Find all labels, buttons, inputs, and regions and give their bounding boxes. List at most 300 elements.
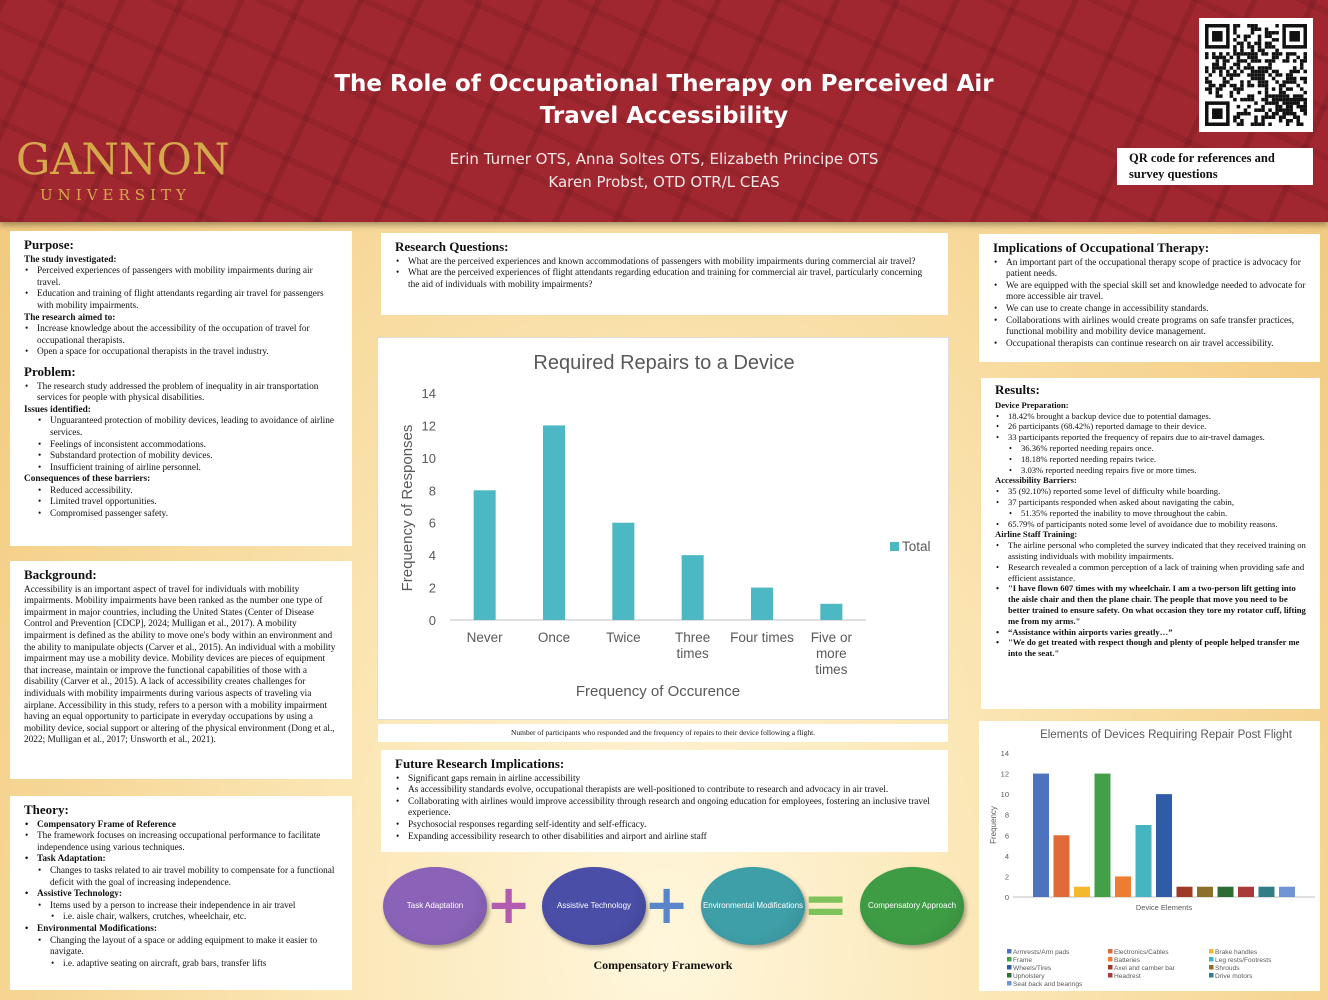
- bar: [1074, 887, 1090, 897]
- qr-module: [1286, 108, 1290, 112]
- list-item: • What are the perceived experiences and known accommodations of passengers with mobility impairments during commercial air travel?: [395, 257, 934, 269]
- qr-module: [1219, 73, 1223, 77]
- legend-label: Drive motors: [1215, 973, 1253, 980]
- legend-swatch: [1007, 973, 1012, 978]
- qr-module: [1275, 94, 1279, 98]
- qr-module: [1237, 91, 1241, 95]
- qr-module: [1254, 73, 1258, 77]
- list-item: • 18.18% reported needing repairs twice.: [995, 454, 1306, 465]
- list-item: • i.e. adaptive seating on aircraft, grab bars, transfer lifts: [24, 959, 338, 971]
- qr-module: [1251, 45, 1255, 49]
- qr-module: [1289, 101, 1293, 105]
- qr-module: [1209, 73, 1213, 77]
- qr-module: [1254, 108, 1258, 112]
- qr-module: [1289, 73, 1293, 77]
- qr-module: [1244, 38, 1248, 42]
- qr-module: [1205, 56, 1209, 60]
- x-tick-label-line: Twice: [606, 630, 641, 645]
- theory-heading: Theory:: [24, 802, 69, 817]
- qr-module: [1282, 101, 1286, 105]
- qr-module: [1254, 56, 1258, 60]
- qr-module: [1275, 24, 1279, 28]
- legend-swatch: [1108, 965, 1113, 970]
- qr-module: [1219, 84, 1223, 88]
- qr-module: [1265, 112, 1269, 116]
- qr-module: [1300, 87, 1304, 91]
- qr-module: [1265, 59, 1269, 63]
- background-text: Accessibility is an important aspect of travel for individuals with mobility impairments. Mobility impairments have been ranked as the number one type of impairment in major countries, including the United States (Center of Disease Control and Prevention [CDCP], 2024; Mulligan et al., 2017). A mobility impairment is defined as the ability to move one's body within an environment and the ability to manipulate objects (Carver et al., 2015). An individual with a mobility impairment may use a mobility device. Mobility devices are pieces of equipment that increase, maintain or improve the functional capabilities of those with a disability (Carver et al., 2015). A lack of accessibility creates challenges for individuals with mobility impairments during various aspects of traveling via airplane. Accessibility in this study, refers to a person with a mobility impairment having an equal opportunity to participate in everyday occupations by using a mobility device, social support or altering of the physical environment (Dong et al., 2022; Mulligan et al., 2017; Unsworth et al., 2021).: [24, 584, 336, 746]
- qr-module: [1258, 38, 1262, 42]
- qr-module: [1219, 56, 1223, 60]
- qr-module: [1247, 63, 1251, 67]
- qr-module: [1272, 70, 1276, 74]
- qr-module: [1296, 105, 1300, 109]
- qr-module: [1268, 63, 1272, 67]
- qr-module: [1212, 56, 1216, 60]
- qr-module: [1258, 70, 1262, 74]
- qr-module: [1233, 63, 1237, 67]
- bar: [751, 588, 773, 620]
- x-axis-label: Device Elements: [1135, 903, 1193, 912]
- legend-swatch: [1209, 949, 1214, 954]
- qr-module: [1247, 66, 1251, 70]
- qr-code-icon[interactable]: [1199, 18, 1313, 132]
- list-item: • The airline personal who completed the survey indicated that they received training on assisting individuals with mobility impairments.: [995, 540, 1306, 562]
- qr-module: [1240, 112, 1244, 116]
- qr-module: [1261, 49, 1265, 53]
- list-item: • 26 participants (68.42%) reported damage to their device.: [995, 421, 1306, 432]
- y-tick-label: 0: [428, 613, 436, 628]
- qr-finder-core: [1212, 31, 1223, 42]
- qr-module: [1265, 80, 1269, 84]
- qr-module: [1300, 66, 1304, 70]
- qr-module: [1258, 66, 1262, 70]
- list-item: • Expanding accessibility research to other disabilities and airport and airline staff: [395, 832, 934, 844]
- qr-module: [1303, 108, 1307, 112]
- qr-module: [1237, 122, 1241, 126]
- qr-module: [1205, 87, 1209, 91]
- legend-swatch: [890, 542, 899, 551]
- qr-module: [1300, 122, 1304, 126]
- bar: [1156, 794, 1172, 897]
- qr-module: [1293, 115, 1297, 119]
- list-item: • i.e. aisle chair, walkers, crutches, wheelchair, etc.: [24, 912, 338, 924]
- list-item: • 3.03% reported needing repairs five or more times.: [995, 465, 1306, 476]
- qr-module: [1251, 24, 1255, 28]
- qr-module: [1247, 84, 1251, 88]
- qr-module: [1279, 73, 1283, 77]
- qr-module: [1296, 98, 1300, 102]
- qr-module: [1230, 77, 1234, 81]
- qr-module: [1272, 112, 1276, 116]
- qr-module: [1254, 24, 1258, 28]
- qr-module: [1279, 94, 1283, 98]
- qr-module: [1247, 112, 1251, 116]
- purpose-list-1: [24, 266, 338, 312]
- qr-module: [1212, 52, 1216, 56]
- qr-module: [1261, 122, 1265, 126]
- qr-module: [1279, 105, 1283, 109]
- qr-module: [1300, 59, 1304, 63]
- qr-module: [1268, 101, 1272, 105]
- qr-module: [1272, 77, 1276, 81]
- bar: [1197, 887, 1213, 897]
- framework-caption: Compensatory Framework: [593, 958, 733, 972]
- bar: [1136, 825, 1152, 897]
- qr-module: [1244, 35, 1248, 39]
- qr-module: [1272, 101, 1276, 105]
- qr-module: [1275, 70, 1279, 74]
- compensatory-framework-diagram: [378, 860, 957, 980]
- qr-module: [1300, 108, 1304, 112]
- qr-module: [1279, 108, 1283, 112]
- qr-module: [1286, 119, 1290, 123]
- qr-module: [1275, 49, 1279, 53]
- qr-module: [1289, 119, 1293, 123]
- bar: [1238, 887, 1254, 897]
- qr-module: [1279, 98, 1283, 102]
- qr-module: [1275, 73, 1279, 77]
- qr-module: [1237, 115, 1241, 119]
- qr-module: [1212, 70, 1216, 74]
- list-item: • Education and training of flight attendants regarding air travel for passengers with mobility impairments.: [24, 289, 338, 312]
- list-item: • Open a space for occupational therapists in the travel industry.: [24, 347, 338, 359]
- qr-module: [1268, 73, 1272, 77]
- qr-module: [1286, 73, 1290, 77]
- list-item: • As accessibility standards evolve, occupational therapists are well-positioned to contribute to research and advocacy in air travel.: [395, 785, 934, 797]
- qr-module: [1289, 105, 1293, 109]
- bar: [543, 425, 565, 620]
- qr-module: [1265, 42, 1269, 46]
- list-item: • Unguaranteed protection of mobility devices, leading to avoidance of airline services.: [24, 416, 338, 439]
- qr-module: [1251, 73, 1255, 77]
- y-tick-label: 2: [428, 580, 436, 596]
- qr-module: [1268, 42, 1272, 46]
- results-subheading: Device Preparation:: [995, 399, 1069, 410]
- legend-swatch: [1007, 949, 1012, 954]
- qr-module: [1247, 52, 1251, 56]
- qr-module: [1219, 66, 1223, 70]
- qr-module: [1212, 66, 1216, 70]
- qr-module: [1261, 115, 1265, 119]
- y-tick-label: 12: [421, 418, 436, 434]
- research-questions-list: [395, 257, 934, 292]
- legend-swatch: [1209, 957, 1214, 962]
- bar: [474, 490, 496, 620]
- qr-module: [1303, 105, 1307, 109]
- qr-module: [1254, 122, 1258, 126]
- qr-module: [1258, 28, 1262, 32]
- qr-module: [1296, 70, 1300, 74]
- qr-module: [1258, 122, 1262, 126]
- list-item: • Changing the layout of a space or adding equipment to make it easier to navigate.: [24, 936, 338, 959]
- legend-label: Upholstery: [1013, 973, 1045, 980]
- qr-module: [1251, 98, 1255, 102]
- qr-module: [1296, 56, 1300, 60]
- qr-module: [1303, 101, 1307, 105]
- qr-module: [1289, 80, 1293, 84]
- legend-swatch: [1209, 973, 1214, 978]
- qr-module: [1289, 112, 1293, 116]
- plus-icon: +: [644, 873, 690, 936]
- framework-compensatory-approach: Compensatory Approach: [860, 867, 964, 945]
- purpose-heading: Purpose:: [24, 237, 74, 252]
- qr-module: [1223, 77, 1227, 81]
- qr-module: [1286, 122, 1290, 126]
- legend-swatch: [1007, 957, 1012, 962]
- legend-swatch: [1108, 949, 1113, 954]
- authors-line-2: Karen Probst, OTD OTR/L CEAS: [548, 173, 780, 191]
- qr-finder-core: [1212, 108, 1223, 119]
- qr-module: [1251, 49, 1255, 53]
- qr-module: [1226, 59, 1230, 63]
- results-heading: Results:: [995, 382, 1040, 397]
- x-tick-label-line: more: [815, 646, 847, 661]
- legend-label: Seat back and bearings: [1013, 981, 1083, 988]
- qr-module: [1261, 98, 1265, 102]
- qr-module: [1209, 87, 1213, 91]
- legend-label: Shrouds: [1215, 965, 1240, 972]
- qr-module: [1230, 94, 1234, 98]
- qr-module: [1244, 98, 1248, 102]
- purpose-list-2: [24, 324, 338, 359]
- qr-module: [1275, 101, 1279, 105]
- y-tick-label: 12: [1000, 769, 1009, 779]
- qr-module: [1230, 73, 1234, 77]
- list-item: • Assistive Technology:: [24, 889, 338, 901]
- qr-module: [1293, 59, 1297, 63]
- qr-module: [1247, 35, 1251, 39]
- problem-list-1: [24, 416, 338, 474]
- list-item: • 18.42% brought a backup device due to potential damages.: [995, 411, 1306, 422]
- qr-module: [1293, 94, 1297, 98]
- qr-module: [1209, 80, 1213, 84]
- theory-panel: [10, 796, 352, 990]
- qr-module: [1286, 112, 1290, 116]
- qr-module: [1223, 80, 1227, 84]
- qr-module: [1251, 52, 1255, 56]
- qr-module: [1296, 84, 1300, 88]
- x-tick-label-line: times: [815, 662, 848, 677]
- qr-module: [1223, 63, 1227, 67]
- legend-swatch: [1007, 965, 1012, 970]
- research-questions-panel: [381, 233, 948, 315]
- research-questions-heading: Research Questions:: [395, 239, 509, 254]
- qr-module: [1293, 80, 1297, 84]
- qr-module: [1261, 66, 1265, 70]
- qr-module: [1286, 59, 1290, 63]
- qr-module: [1289, 70, 1293, 74]
- repairs-chart: [377, 337, 949, 720]
- qr-module: [1237, 35, 1241, 39]
- qr-module: [1300, 105, 1304, 109]
- qr-module: [1303, 70, 1307, 74]
- qr-module: [1251, 59, 1255, 63]
- qr-module: [1258, 59, 1262, 63]
- qr-module: [1216, 59, 1220, 63]
- qr-module: [1268, 45, 1272, 49]
- list-item: • Changes to tasks related to air travel mobility to compensate for a functional deficit with the goal of increasing independence.: [24, 866, 338, 889]
- legend-label: Batteries: [1114, 957, 1141, 964]
- qr-module: [1240, 45, 1244, 49]
- qr-module: [1279, 87, 1283, 91]
- qr-module: [1237, 24, 1241, 28]
- list-item: • 65.79% of participants noted some level of avoidance due to mobility reasons.: [995, 519, 1306, 530]
- qr-module: [1303, 59, 1307, 63]
- qr-module: [1303, 52, 1307, 56]
- list-item: • The research study addressed the problem of inequality in air transportation services for people with physical disabilities.: [24, 382, 338, 405]
- qr-module: [1237, 63, 1241, 67]
- qr-module: [1237, 87, 1241, 91]
- qr-module: [1251, 56, 1255, 60]
- results-subheading: Airline Staff Training:: [995, 529, 1078, 540]
- qr-module: [1254, 101, 1258, 105]
- x-tick-label: [538, 630, 570, 645]
- purpose-sub1: The study investigated:: [24, 254, 117, 265]
- list-item: • "We do get treated with respect though and plenty of people helped transfer me into the seat.": [995, 637, 1306, 659]
- qr-module: [1303, 91, 1307, 95]
- list-item: • Compensatory Frame of Reference: [24, 820, 338, 832]
- qr-module: [1282, 112, 1286, 116]
- chart-caption: Number of participants who responded and the frequency of repairs to their device following a flight.: [378, 724, 948, 742]
- x-tick-label-line: Never: [466, 630, 503, 645]
- qr-module: [1237, 73, 1241, 77]
- qr-module: [1268, 35, 1272, 39]
- qr-module: [1254, 59, 1258, 63]
- qr-module: [1251, 94, 1255, 98]
- qr-module: [1258, 45, 1262, 49]
- qr-module: [1237, 105, 1241, 109]
- qr-module: [1272, 94, 1276, 98]
- qr-module: [1303, 80, 1307, 84]
- background-heading: Background:: [24, 567, 97, 582]
- qr-module: [1230, 66, 1234, 70]
- qr-module: [1212, 84, 1216, 88]
- y-tick-label: 6: [1004, 831, 1009, 841]
- qr-module: [1265, 70, 1269, 74]
- qr-finder-core: [1289, 31, 1300, 42]
- purpose-sub2: The research aimed to:: [24, 312, 116, 323]
- qr-module: [1275, 112, 1279, 116]
- legend-label: Electronics/Cables: [1114, 949, 1169, 956]
- authors-line-1: Erin Turner OTS, Anna Soltes OTS, Elizabeth Principe OTS: [449, 150, 879, 168]
- qr-module: [1237, 59, 1241, 63]
- qr-module: [1265, 98, 1269, 102]
- qr-module: [1293, 98, 1297, 102]
- qr-module: [1282, 108, 1286, 112]
- qr-module: [1258, 80, 1262, 84]
- x-tick-label: [675, 630, 710, 661]
- qr-module: [1244, 108, 1248, 112]
- qr-module: [1261, 70, 1265, 74]
- qr-module: [1265, 31, 1269, 35]
- qr-module: [1205, 70, 1209, 74]
- implications-list: [993, 258, 1306, 351]
- qr-module: [1223, 66, 1227, 70]
- qr-module: [1226, 80, 1230, 84]
- qr-module: [1265, 91, 1269, 95]
- y-tick-label: 4: [1004, 851, 1009, 861]
- qr-module: [1265, 52, 1269, 56]
- qr-module: [1205, 80, 1209, 84]
- qr-module: [1251, 77, 1255, 81]
- qr-module: [1205, 77, 1209, 81]
- university-logo: GANNON: [16, 135, 230, 185]
- qr-module: [1219, 70, 1223, 74]
- qr-module: [1233, 73, 1237, 77]
- list-item: • "I have flown 607 times with my wheelchair. I am a two-person lift getting into the aisle chair and then the plane chair. The people that move you need to be better trained to ensure safety. On what occasion they tore my rotator cuff, lifting me from my arms.": [995, 583, 1306, 626]
- qr-module: [1293, 70, 1297, 74]
- qr-module: [1247, 56, 1251, 60]
- problem-heading: Problem:: [24, 363, 76, 379]
- qr-module: [1233, 45, 1237, 49]
- qr-module: [1240, 49, 1244, 53]
- framework-task-adaptation: Task Adaptation: [383, 867, 487, 945]
- qr-module: [1265, 35, 1269, 39]
- qr-module: [1300, 98, 1304, 102]
- bar: [682, 555, 704, 620]
- qr-module: [1226, 73, 1230, 77]
- qr-module: [1237, 56, 1241, 60]
- list-item: • The framework focuses on increasing occupational performance to facilitate independence using various techniques.: [24, 831, 338, 854]
- qr-module: [1268, 108, 1272, 112]
- qr-module: [1296, 101, 1300, 105]
- qr-module: [1233, 119, 1237, 123]
- y-tick-label: 14: [421, 386, 436, 401]
- list-item: • What are the perceived experiences of flight attendants regarding education and training for commercial air travel, particularly concerning the aid of individuals with mobility impairments?: [395, 268, 934, 291]
- qr-module: [1300, 77, 1304, 81]
- qr-module: [1272, 31, 1276, 35]
- qr-module: [1251, 31, 1255, 35]
- qr-module: [1286, 52, 1290, 56]
- qr-module: [1254, 77, 1258, 81]
- problem-list-2: [24, 486, 338, 521]
- qr-module: [1240, 122, 1244, 126]
- qr-module: [1247, 80, 1251, 84]
- framework-assistive-technology: Assistive Technology: [542, 867, 646, 945]
- y-tick-label: 10: [1000, 790, 1009, 800]
- y-axis-label: Frequency of Responses: [399, 424, 416, 592]
- list-item: • Collaborations with airlines would create programs on safe transfer practices, functional mobility and mobility device management.: [993, 316, 1306, 339]
- y-tick-label: 2: [1004, 872, 1009, 882]
- qr-module: [1247, 98, 1251, 102]
- qr-module: [1233, 38, 1237, 42]
- list-item: • We are equipped with the special skill set and knowledge needed to advocate for more accessible air travel.: [993, 281, 1306, 304]
- qr-module: [1240, 84, 1244, 88]
- qr-module: [1233, 52, 1237, 56]
- qr-module: [1212, 63, 1216, 67]
- list-item: • Environmental Modifications:: [24, 924, 338, 936]
- qr-module: [1296, 115, 1300, 119]
- list-item: • Insufficient training of airline personnel.: [24, 463, 338, 475]
- qr-module: [1286, 80, 1290, 84]
- qr-module: [1286, 101, 1290, 105]
- legend-label: Headrest: [1114, 973, 1141, 980]
- qr-module: [1275, 105, 1279, 109]
- university-logo-subtitle: UNIVERSITY: [40, 186, 191, 204]
- bar: [1054, 835, 1070, 897]
- qr-module: [1247, 24, 1251, 28]
- implications-panel: [979, 234, 1320, 362]
- legend-label: Total: [902, 539, 931, 554]
- y-tick-label: 10: [421, 450, 436, 466]
- qr-module: [1296, 119, 1300, 123]
- y-tick-label: 8: [1004, 810, 1009, 820]
- qr-module: [1237, 112, 1241, 116]
- qr-module: [1247, 42, 1251, 46]
- qr-module: [1209, 84, 1213, 88]
- qr-module: [1251, 28, 1255, 32]
